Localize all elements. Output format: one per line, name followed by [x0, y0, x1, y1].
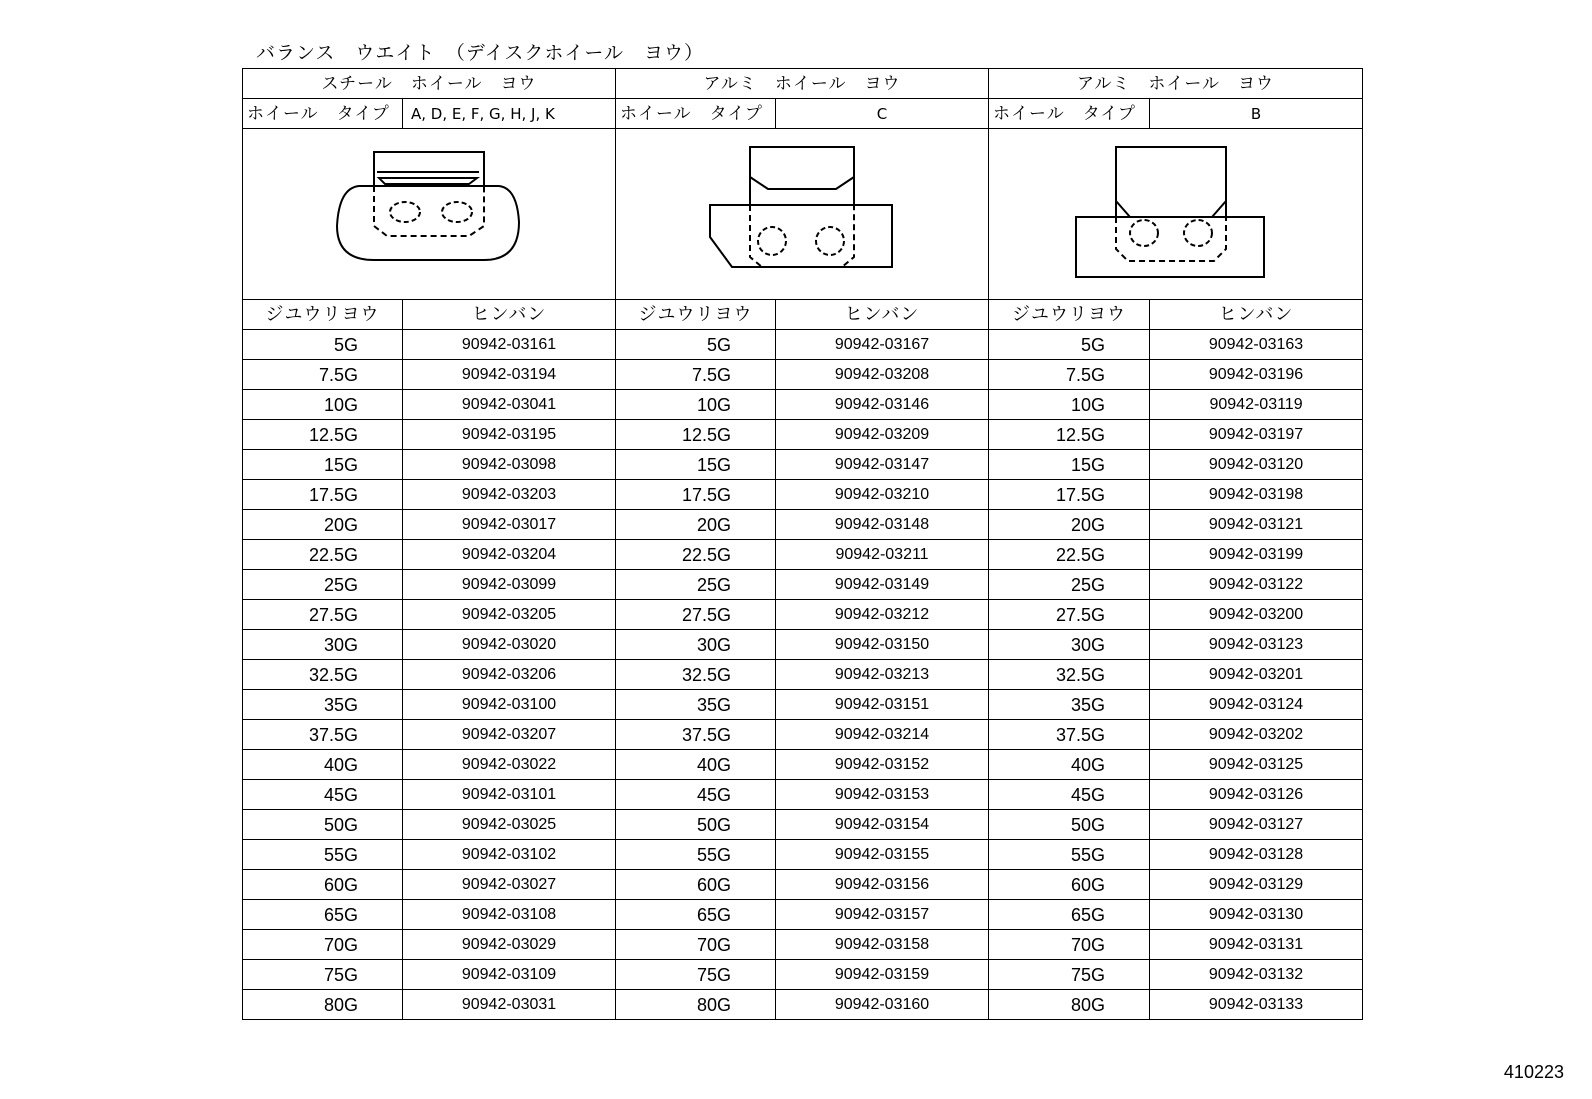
table-row	[243, 480, 1363, 510]
table-row	[243, 660, 1363, 690]
part-number-steel: 90942-03017	[403, 510, 616, 540]
weight-steel: 15G	[243, 450, 403, 480]
weight-steel: 37.5G	[243, 720, 403, 750]
diagram-cell-alu-c	[616, 129, 989, 300]
weight-alu-b: 35G	[989, 690, 1150, 720]
part-number-steel: 90942-03020	[403, 630, 616, 660]
weight-alu-c: 55G	[616, 840, 776, 870]
document-title: バランス ウエイト （デイスクホイール ヨウ）	[256, 42, 705, 64]
table-row	[243, 510, 1363, 540]
part-number-steel: 90942-03161	[403, 330, 616, 360]
weight-steel: 65G	[243, 900, 403, 930]
weight-steel: 40G	[243, 750, 403, 780]
part-number-alu-c: 90942-03149	[776, 570, 989, 600]
part-number-alu-c: 90942-03211	[776, 540, 989, 570]
weight-alu-c: 27.5G	[616, 600, 776, 630]
part-number-alu-c: 90942-03209	[776, 420, 989, 450]
diagram-row	[243, 129, 1363, 300]
part-number-alu-b: 90942-03132	[1150, 960, 1363, 990]
weight-steel: 75G	[243, 960, 403, 990]
part-number-steel: 90942-03031	[403, 990, 616, 1020]
weight-alu-c: 12.5G	[616, 420, 776, 450]
weight-alu-b: 15G	[989, 450, 1150, 480]
part-number-alu-c: 90942-03158	[776, 930, 989, 960]
table-row	[243, 600, 1363, 630]
part-number-alu-c: 90942-03148	[776, 510, 989, 540]
part-number-alu-b: 90942-03128	[1150, 840, 1363, 870]
wheel-type-label-alu-b: ホイール タイプ	[989, 99, 1150, 129]
group-heading-row	[243, 69, 1363, 99]
part-header-alu-c: ヒンバン	[776, 300, 989, 330]
weight-alu-c: 70G	[616, 930, 776, 960]
wheel-type-value-alu-c: C	[776, 99, 989, 129]
part-number-alu-c: 90942-03153	[776, 780, 989, 810]
part-number-alu-b: 90942-03125	[1150, 750, 1363, 780]
weight-alu-c: 45G	[616, 780, 776, 810]
weight-steel: 55G	[243, 840, 403, 870]
table-row	[243, 330, 1363, 360]
part-number-alu-c: 90942-03213	[776, 660, 989, 690]
part-number-alu-b: 90942-03120	[1150, 450, 1363, 480]
table-row	[243, 990, 1363, 1020]
part-number-alu-b: 90942-03127	[1150, 810, 1363, 840]
part-number-alu-c: 90942-03146	[776, 390, 989, 420]
part-number-steel: 90942-03100	[403, 690, 616, 720]
part-number-alu-b: 90942-03124	[1150, 690, 1363, 720]
weight-steel: 5G	[243, 330, 403, 360]
part-number-alu-c: 90942-03157	[776, 900, 989, 930]
part-number-alu-c: 90942-03167	[776, 330, 989, 360]
weight-steel: 7.5G	[243, 360, 403, 390]
weight-steel: 12.5G	[243, 420, 403, 450]
table-row	[243, 390, 1363, 420]
weight-alu-b: 10G	[989, 390, 1150, 420]
table-row	[243, 900, 1363, 930]
table-row	[243, 960, 1363, 990]
weight-alu-b: 22.5G	[989, 540, 1150, 570]
table-row	[243, 450, 1363, 480]
part-number-alu-c: 90942-03160	[776, 990, 989, 1020]
part-number-steel: 90942-03098	[403, 450, 616, 480]
part-number-alu-b: 90942-03196	[1150, 360, 1363, 390]
weight-alu-c: 15G	[616, 450, 776, 480]
weight-alu-c: 75G	[616, 960, 776, 990]
weight-steel: 32.5G	[243, 660, 403, 690]
weight-alu-c: 35G	[616, 690, 776, 720]
weight-alu-b: 37.5G	[989, 720, 1150, 750]
part-number-alu-c: 90942-03210	[776, 480, 989, 510]
part-number-alu-b: 90942-03131	[1150, 930, 1363, 960]
table-row	[243, 720, 1363, 750]
part-header-steel: ヒンバン	[403, 300, 616, 330]
part-number-alu-b: 90942-03202	[1150, 720, 1363, 750]
table-row	[243, 540, 1363, 570]
weight-alu-b: 75G	[989, 960, 1150, 990]
wheel-type-value-steel: A, D, E, F, G, H, J, K	[403, 99, 616, 129]
weight-alu-c: 32.5G	[616, 660, 776, 690]
weight-alu-b: 17.5G	[989, 480, 1150, 510]
weight-steel: 35G	[243, 690, 403, 720]
weight-alu-b: 45G	[989, 780, 1150, 810]
weight-alu-c: 50G	[616, 810, 776, 840]
part-number-alu-b: 90942-03201	[1150, 660, 1363, 690]
weight-steel: 22.5G	[243, 540, 403, 570]
weight-alu-c: 5G	[616, 330, 776, 360]
weight-alu-b: 60G	[989, 870, 1150, 900]
weight-alu-c: 37.5G	[616, 720, 776, 750]
part-number-alu-b: 90942-03133	[1150, 990, 1363, 1020]
part-number-steel: 90942-03099	[403, 570, 616, 600]
table-row	[243, 420, 1363, 450]
part-number-alu-c: 90942-03150	[776, 630, 989, 660]
weight-alu-b: 70G	[989, 930, 1150, 960]
part-number-steel: 90942-03109	[403, 960, 616, 990]
weight-alu-b: 12.5G	[989, 420, 1150, 450]
table-row	[243, 840, 1363, 870]
part-number-alu-b: 90942-03199	[1150, 540, 1363, 570]
alloy-wheel-weight-type-c-icon	[692, 139, 912, 289]
table-row	[243, 690, 1363, 720]
part-number-steel: 90942-03203	[403, 480, 616, 510]
wheel-type-label-steel: ホイール タイプ	[243, 99, 403, 129]
weight-alu-b: 50G	[989, 810, 1150, 840]
weight-steel: 50G	[243, 810, 403, 840]
part-number-alu-c: 90942-03155	[776, 840, 989, 870]
part-number-alu-c: 90942-03152	[776, 750, 989, 780]
part-number-alu-b: 90942-03121	[1150, 510, 1363, 540]
balance-weight-table	[242, 68, 1363, 1020]
alloy-wheel-weight-type-b-icon	[1066, 139, 1286, 289]
weight-steel: 70G	[243, 930, 403, 960]
table-row	[243, 810, 1363, 840]
weight-alu-b: 80G	[989, 990, 1150, 1020]
weight-alu-c: 30G	[616, 630, 776, 660]
weight-alu-c: 80G	[616, 990, 776, 1020]
diagram-cell-alu-b	[989, 129, 1363, 300]
part-number-steel: 90942-03204	[403, 540, 616, 570]
weight-steel: 60G	[243, 870, 403, 900]
weight-alu-c: 25G	[616, 570, 776, 600]
weight-alu-b: 40G	[989, 750, 1150, 780]
part-number-alu-c: 90942-03151	[776, 690, 989, 720]
part-number-alu-b: 90942-03129	[1150, 870, 1363, 900]
weight-alu-c: 65G	[616, 900, 776, 930]
steel-wheel-balance-weight-icon	[319, 144, 539, 284]
wheel-type-value-alu-b: B	[1150, 99, 1363, 129]
part-number-alu-c: 90942-03208	[776, 360, 989, 390]
table-row	[243, 570, 1363, 600]
part-number-steel: 90942-03102	[403, 840, 616, 870]
part-number-steel: 90942-03025	[403, 810, 616, 840]
weight-alu-c: 20G	[616, 510, 776, 540]
part-number-alu-b: 90942-03198	[1150, 480, 1363, 510]
part-header-alu-b: ヒンバン	[1150, 300, 1363, 330]
part-number-steel: 90942-03041	[403, 390, 616, 420]
part-number-steel: 90942-03206	[403, 660, 616, 690]
part-number-steel: 90942-03029	[403, 930, 616, 960]
part-number-alu-b: 90942-03119	[1150, 390, 1363, 420]
weight-alu-b: 65G	[989, 900, 1150, 930]
weight-steel: 80G	[243, 990, 403, 1020]
diagram-cell-steel	[243, 129, 616, 300]
part-number-steel: 90942-03022	[403, 750, 616, 780]
column-header-row	[243, 300, 1363, 330]
weight-header-steel: ジユウリヨウ	[243, 300, 403, 330]
weight-alu-b: 55G	[989, 840, 1150, 870]
part-number-alu-c: 90942-03154	[776, 810, 989, 840]
part-number-alu-b: 90942-03130	[1150, 900, 1363, 930]
group-heading-alu-b: アルミ ホイール ヨウ	[989, 69, 1363, 99]
weight-alu-b: 7.5G	[989, 360, 1150, 390]
weight-alu-b: 5G	[989, 330, 1150, 360]
part-number-steel: 90942-03195	[403, 420, 616, 450]
part-number-steel: 90942-03205	[403, 600, 616, 630]
part-number-alu-b: 90942-03122	[1150, 570, 1363, 600]
weight-steel: 10G	[243, 390, 403, 420]
weight-alu-b: 25G	[989, 570, 1150, 600]
part-number-alu-b: 90942-03200	[1150, 600, 1363, 630]
table-row	[243, 630, 1363, 660]
weight-alu-c: 22.5G	[616, 540, 776, 570]
part-number-steel: 90942-03027	[403, 870, 616, 900]
part-number-alu-c: 90942-03212	[776, 600, 989, 630]
weight-steel: 17.5G	[243, 480, 403, 510]
part-number-alu-c: 90942-03214	[776, 720, 989, 750]
weight-alu-c: 7.5G	[616, 360, 776, 390]
weight-steel: 20G	[243, 510, 403, 540]
wheel-type-label-alu-c: ホイール タイプ	[616, 99, 776, 129]
part-number-steel: 90942-03194	[403, 360, 616, 390]
weight-alu-b: 30G	[989, 630, 1150, 660]
weight-header-alu-c: ジユウリヨウ	[616, 300, 776, 330]
group-heading-steel: スチール ホイール ヨウ	[243, 69, 616, 99]
part-number-alu-b: 90942-03197	[1150, 420, 1363, 450]
data-rows	[243, 330, 1363, 1020]
part-number-alu-b: 90942-03123	[1150, 630, 1363, 660]
weight-alu-c: 17.5G	[616, 480, 776, 510]
part-number-alu-b: 90942-03163	[1150, 330, 1363, 360]
weight-alu-b: 27.5G	[989, 600, 1150, 630]
part-number-steel: 90942-03101	[403, 780, 616, 810]
part-number-alu-c: 90942-03159	[776, 960, 989, 990]
part-number-steel: 90942-03207	[403, 720, 616, 750]
weight-alu-b: 20G	[989, 510, 1150, 540]
weight-header-alu-b: ジユウリヨウ	[989, 300, 1150, 330]
weight-steel: 25G	[243, 570, 403, 600]
table-row	[243, 780, 1363, 810]
part-number-alu-c: 90942-03156	[776, 870, 989, 900]
weight-steel: 27.5G	[243, 600, 403, 630]
part-number-alu-c: 90942-03147	[776, 450, 989, 480]
table-row	[243, 750, 1363, 780]
weight-alu-c: 60G	[616, 870, 776, 900]
part-number-alu-b: 90942-03126	[1150, 780, 1363, 810]
wheel-type-row	[243, 99, 1363, 129]
page-code: 410223	[1503, 1062, 1564, 1082]
table-row	[243, 360, 1363, 390]
table-row	[243, 870, 1363, 900]
weight-alu-c: 40G	[616, 750, 776, 780]
part-number-steel: 90942-03108	[403, 900, 616, 930]
group-heading-alu-c: アルミ ホイール ヨウ	[616, 69, 989, 99]
table-row	[243, 930, 1363, 960]
weight-alu-b: 32.5G	[989, 660, 1150, 690]
weight-steel: 45G	[243, 780, 403, 810]
weight-alu-c: 10G	[616, 390, 776, 420]
weight-steel: 30G	[243, 630, 403, 660]
